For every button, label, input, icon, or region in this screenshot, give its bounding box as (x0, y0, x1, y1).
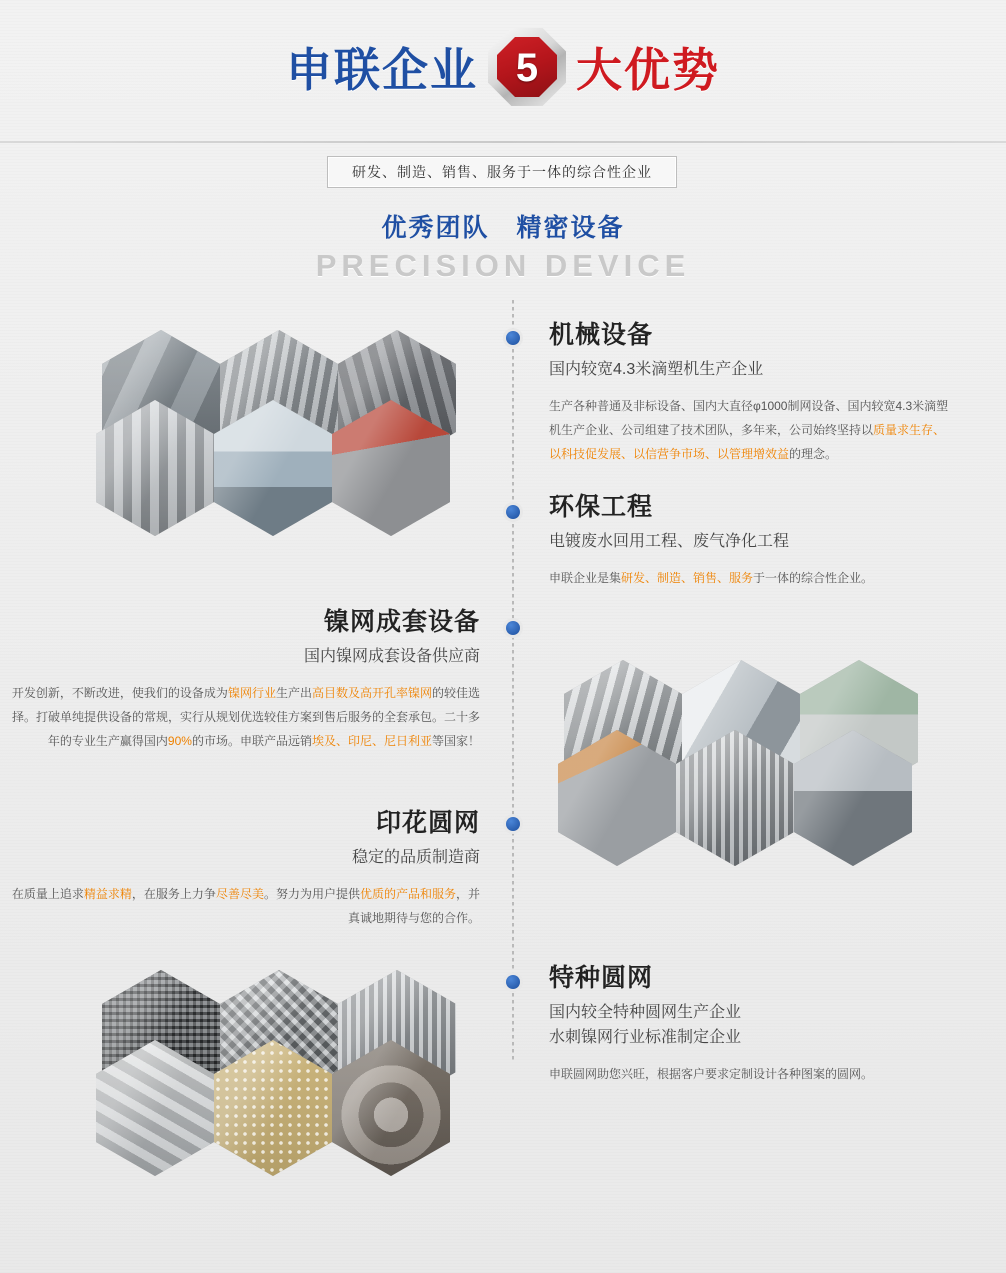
feature-block-environment (549, 492, 949, 590)
timeline-line (512, 300, 514, 1060)
feature-subtitle: 国内镍网成套设备供应商 (303, 648, 480, 666)
header-title-row (0, 28, 1006, 106)
feature-title: 印花圆网 (375, 809, 480, 837)
feature-title: 机械设备 (549, 321, 654, 349)
page-header (0, 0, 1006, 143)
photo-cluster-bottom (96, 970, 476, 1220)
page-title-right: 大优势 (576, 44, 720, 96)
feature-subtitle: 国内较宽4.3米滴塑机生产企业 (549, 361, 764, 379)
feature-subtitle: 国内较全特种圆网生产企业 水刺镍网行业标准制定企业 (549, 1004, 742, 1047)
feature-title: 特种圆网 (549, 964, 654, 992)
feature-block-nickel-equipment (10, 607, 480, 753)
feature-block-special-screen (549, 963, 979, 1086)
advantage-count-badge (488, 28, 566, 106)
feature-body: 开发创新，不断改进，使我们的设备成为镍网行业生产出高目数及高开孔率镍网的较佳选择。打破单纯提供设备的常规，实行从规划优选较佳方案到售后服务的全套承包。二十多年的专业生产赢得国内90%的市场。申联产品远销埃及、印尼、尼日利亚等国家！ (11, 686, 480, 749)
timeline-dot-2 (506, 505, 520, 519)
photo-cluster-top (96, 330, 476, 570)
badge-number: 5 (515, 46, 539, 90)
sub-banner: 研发、制造、销售、服务于一体的综合性企业 (327, 156, 677, 188)
header-divider (0, 141, 1006, 143)
section-heading-en: PRECISION DEVICE (315, 248, 691, 283)
feature-title: 环保工程 (549, 493, 654, 521)
feature-body: 生产各种普通及非标设备、国内大直径φ1000制网设备、国内较宽4.3米滴塑机生产企业、公司组建了技术团队，多年来，公司始终坚持以质量求生存、以科技促发展、以信营争市场、以管理增效益的理念。 (549, 399, 949, 462)
feature-subtitle: 稳定的品质制造商 (351, 849, 480, 867)
timeline-dot-1 (506, 331, 520, 345)
timeline-dot-3 (506, 621, 520, 635)
photo-cluster-mid (558, 660, 958, 910)
section-heading (0, 208, 1006, 284)
feature-title: 镍网成套设备 (323, 608, 480, 636)
feature-subtitle: 电镀废水回用工程、废气净化工程 (549, 533, 790, 551)
timeline-dot-5 (506, 975, 520, 989)
feature-body: 申联企业是集研发、制造、销售、服务于一体的综合性企业。 (549, 571, 874, 586)
timeline-dot-4 (506, 817, 520, 831)
feature-body: 申联圆网助您兴旺，根据客户要求定制设计各种图案的圆网。 (549, 1066, 874, 1081)
page-title-left: 申联企业 (286, 44, 478, 96)
feature-body: 在质量上追求精益求精，在服务上力争尽善尽美。努力为用户提供优质的产品和服务，并真诚地期待与您的合作。 (11, 887, 480, 926)
section-heading-cn: 优秀团队 精密设备 (381, 214, 625, 242)
feature-block-printing-screen (10, 808, 480, 930)
feature-block-mechanical (549, 320, 949, 466)
